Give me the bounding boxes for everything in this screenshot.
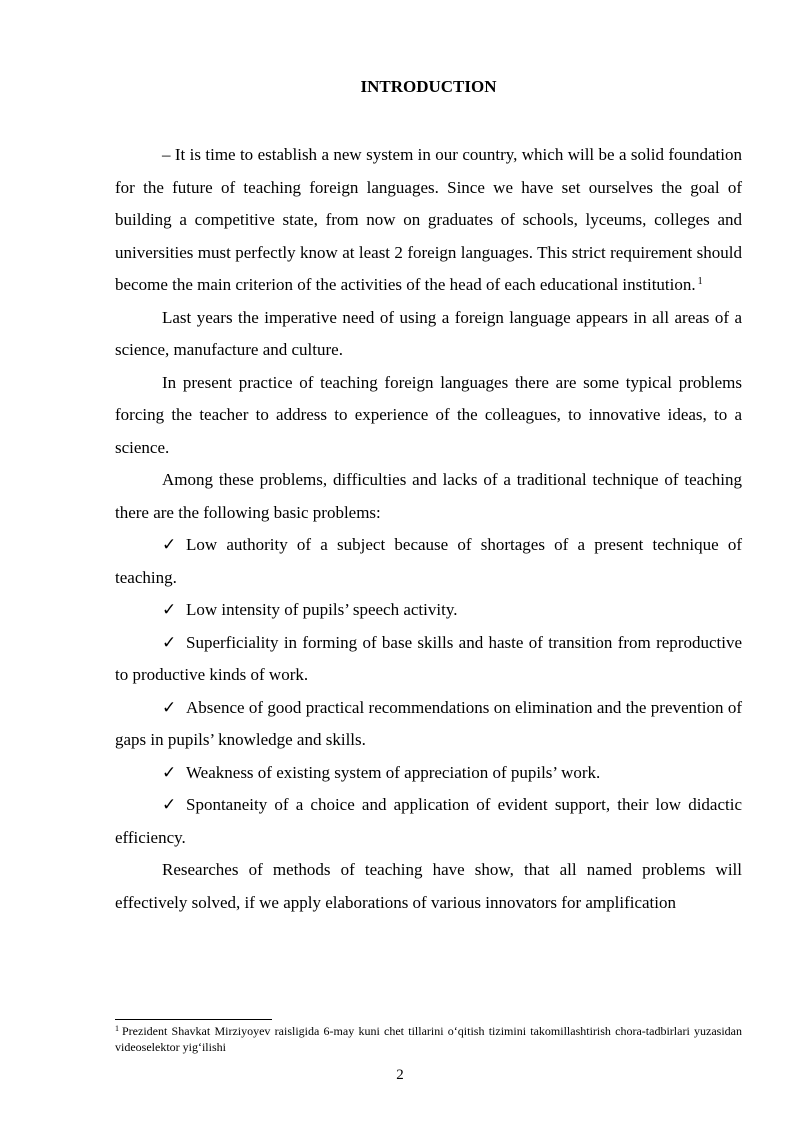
paragraph-1-text: – It is time to establish a new system in our country, which will be a solid foundation for the future of teaching foreign languages. Since we have set ourselves the goal of building a competitive state, from now on graduates of schools, lyceums, colleges and universities must perfectly know at least 2 foreign languages. This strict requirement should become the main criterion of the activities of the head of each educational institution. [115, 145, 742, 294]
list-item-text: Spontaneity of a choice and application of evident support, their low didactic efficiency. [115, 795, 742, 847]
page-number: 2 [396, 1067, 404, 1083]
footnote-divider [115, 1019, 272, 1020]
section-title: INTRODUCTION [360, 77, 497, 96]
list-item [115, 594, 742, 627]
checkmark-icon: ✓ [162, 535, 177, 554]
list-item-text: Absence of good practical recommendations on elimination and the prevention of gaps in pupils’ knowledge and skills. [115, 697, 742, 749]
list-item-text: Superficiality in forming of base skills and haste of transition from reproductive to productive kinds of work. [115, 632, 742, 684]
list-item-text: Weakness of existing system of appreciation of pupils’ work. [186, 762, 601, 782]
footnote [115, 1024, 742, 1055]
list-item [115, 757, 742, 790]
list-item [115, 627, 742, 692]
footnote-marker: 1 [115, 1024, 119, 1033]
list-item-text: Low authority of a subject because of shortages of a present technique of teaching. [115, 535, 742, 587]
checkmark-icon: ✓ [162, 795, 177, 814]
list-item-text: Low intensity of pupils’ speech activity. [186, 600, 458, 619]
body-text [115, 139, 742, 919]
list-item [115, 789, 742, 854]
paragraph-1 [115, 139, 742, 302]
list-item [115, 692, 742, 757]
paragraph-3: In present practice of teaching foreign languages there are some typical problems forcing the teacher to address to experience of the colleagues, to innovative ideas, to a science. [115, 372, 742, 457]
checkmark-icon: ✓ [162, 697, 177, 717]
checkmark-icon: ✓ [162, 600, 177, 619]
paragraph-2: Last years the imperative need of using a foreign language appears in all areas of a science, manufacture and culture. [115, 307, 742, 359]
paragraph-4: Among these problems, difficulties and lacks of a traditional technique of teaching there are the following basic problems: [115, 470, 742, 522]
checkmark-icon: ✓ [162, 762, 177, 782]
footnote-text: Prezident Shavkat Mirziyoyev raisligida 6-may kuni chet tillarini oʻqitish tizimini takomillashtirish chora-tadbirlari yuzasidan videoselektor yigʻilishi [115, 1024, 742, 1054]
closing-paragraph: Researches of methods of teaching have show, that all named problems will effectively solved, if we apply elaborations of various innovators for amplification [115, 860, 742, 912]
checkmark-icon: ✓ [162, 632, 177, 652]
footnote-reference: 1 [697, 276, 703, 287]
list-item [115, 529, 742, 594]
